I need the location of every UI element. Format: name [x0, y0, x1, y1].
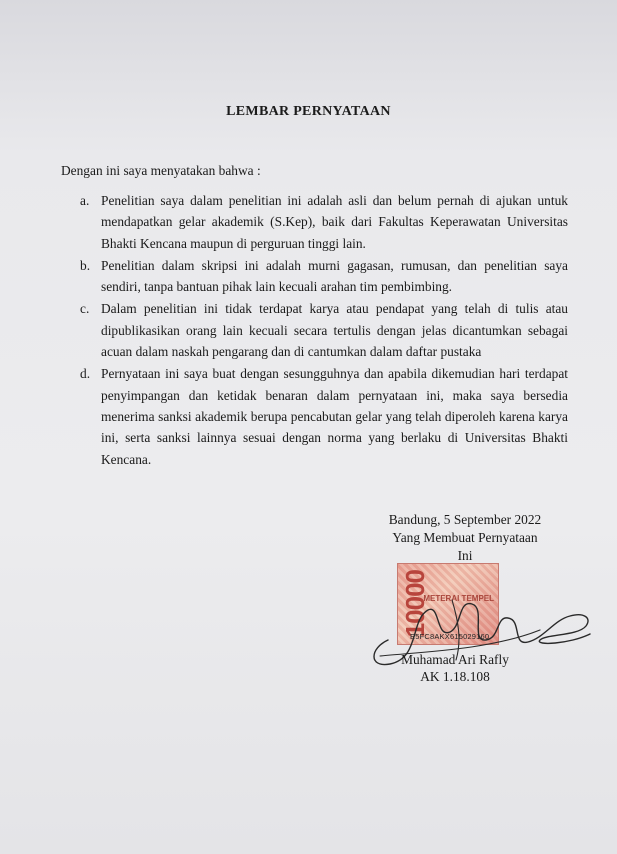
list-item: [60, 190, 568, 254]
place-date: Bandung, 5 September 2022: [388, 512, 542, 527]
intro-text: Dengan ini saya menyatakan bahwa :: [61, 163, 261, 178]
signer-id: AK 1.18.108: [420, 669, 490, 684]
list-item-marker: a.: [80, 193, 90, 208]
list-item-text: Penelitian saya dalam penelitian ini adalah asli dan belum pernah di ajukan untuk mendapatkan gelar akademik (S.Kep), baik dari Fakultas Keperawatan Universitas Bhakti Kencana maupun di perguruan tinggi lain.: [101, 193, 568, 251]
list-item-marker: c.: [80, 301, 90, 317]
statement-list: [60, 190, 568, 471]
stamp-serial: E5FC8AKX615029160: [410, 632, 490, 641]
signer-name: Muhamad Ari Rafly: [401, 652, 509, 667]
signature-header: [360, 511, 570, 565]
list-item: [60, 255, 568, 298]
list-item-text: Penelitian dalam skripsi ini adalah murni gagasan, rumusan, dan penelitian saya sendiri, tanpa bantuan pihak lain kecuali arahan tim pembimbing.: [101, 257, 568, 295]
signer-role-continued: Ini: [457, 548, 473, 563]
stamp-label: METERAI TEMPEL: [423, 594, 494, 603]
signer-block: [380, 651, 530, 685]
list-item: [60, 298, 568, 362]
signer-role: Yang Membuat Pernyataan: [392, 530, 538, 545]
list-item: [60, 363, 568, 469]
list-item-marker: b.: [80, 257, 91, 273]
stamp-value: 10000: [400, 570, 430, 638]
list-item-marker: d.: [80, 366, 91, 382]
list-item-text: Dalam penelitian ini tidak terdapat karya atau pendapat yang telah di tulis atau dipublikasikan orang lain kecuali secara tertulis dengan jelas dicantumkan sebagai acuan dalam naskah pengarang dan di cantumkan dalam daftar pustaka: [101, 301, 568, 360]
document-title: LEMBAR PERNYATAAN: [226, 104, 391, 119]
list-item-text: Pernyataan ini saya buat dengan sesungguhnya dan apabila dikemudian hari terdapat penyimpangan dan ketidak benaran dalam pernyataan ini, maka saya bersedia menerima sanksi akademik berupa pencabutan gelar yang telah diperoleh karena karya ini, serta sanksi lainnya sesuai dengan norma yang berlaku di Universitas Bhakti Kencana.: [101, 366, 568, 467]
